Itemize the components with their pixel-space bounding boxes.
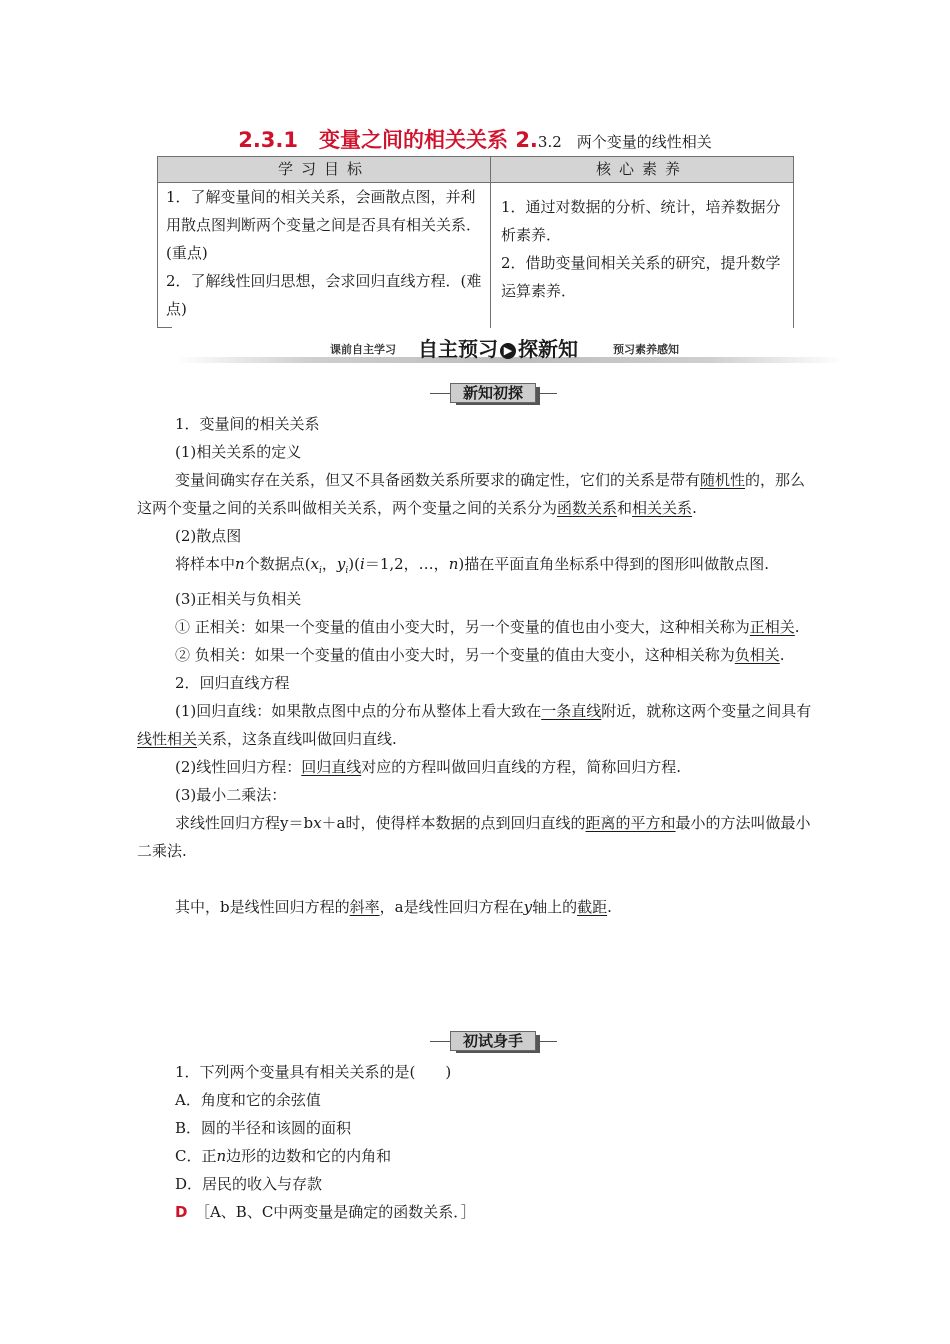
label-line-right xyxy=(537,1041,557,1042)
answer-blank: 回归直线 xyxy=(301,758,362,776)
core-literacy-cell xyxy=(490,183,794,328)
text: 关系，这条直线叫做回归直线. xyxy=(197,730,397,748)
text: 边形的边数和它的内角和 xyxy=(226,1147,392,1165)
answer-blank: 截距 xyxy=(577,898,608,916)
label-line-right xyxy=(537,393,557,394)
label-text: 新知初探 xyxy=(450,383,536,403)
section-label-try-it xyxy=(430,1031,557,1053)
text: (2)线性回归方程： xyxy=(175,758,302,776)
label-line-left xyxy=(430,393,450,394)
answer-blank: 距离的平方和 xyxy=(585,814,676,832)
label-line-left xyxy=(430,1041,450,1042)
objectives-header-learning-goals: 学习目标 xyxy=(157,156,491,183)
section-banner xyxy=(175,333,843,365)
heading-least-squares: (3)最小二乘法： xyxy=(175,786,287,804)
answer-blank: 斜率 xyxy=(349,898,380,916)
answer-blank: 线性相关 xyxy=(137,730,198,748)
paragraph-scatter xyxy=(137,550,815,585)
variable: y xyxy=(523,898,533,916)
text: 轴上的 xyxy=(532,898,578,916)
formula-gap xyxy=(137,865,815,893)
core-literacy-2: 2．借助变量间相关关系的研究，提升数学运算素养． xyxy=(501,254,781,300)
learning-goal-1: 1．了解变量间的相关关系，会画散点图，并利用散点图判断两个变量之间是否具有相关关系．(重点) xyxy=(166,188,482,262)
paragraph-definition xyxy=(137,466,815,522)
title-main: 2.3.1 变量之间的相关关系 2. xyxy=(238,128,538,152)
text: 个数据点( xyxy=(244,555,311,573)
title-sub: 3.2 两个变量的线性相关 xyxy=(537,133,712,151)
answer-blank: 相关关系 xyxy=(632,499,693,517)
text: ＋a时，使得样本数据的点到回归直线的 xyxy=(321,814,586,832)
banner-right-label: 预习素养感知 xyxy=(613,343,679,356)
variable: n xyxy=(216,1147,227,1165)
heading-1-2: (2)散点图 xyxy=(175,527,242,545)
text: )描在平面直角坐标系中得到的图形叫做散点图. xyxy=(458,555,769,573)
heading-2: 2．回归直线方程 xyxy=(175,674,290,692)
text: 的，那么这两个变量之间的关系叫做相关关系，两个变量之间的关系分为 xyxy=(137,471,806,517)
answer-blank: 一条直线 xyxy=(541,702,602,720)
heading-1-1: (1)相关关系的定义 xyxy=(175,443,302,461)
subscript: i xyxy=(345,566,349,576)
objectives-header-core-literacy: 核心素养 xyxy=(490,156,794,183)
quiz-option-c xyxy=(175,1142,815,1170)
answer-letter: D xyxy=(175,1203,188,1221)
variable: n xyxy=(448,555,459,573)
answer-blank: 随机性 xyxy=(700,471,746,489)
text: 对应的方程叫做回归直线的方程，简称回归方程. xyxy=(361,758,682,776)
quiz-block xyxy=(175,1058,815,1226)
banner-title-part1: 自主预习 xyxy=(418,337,498,361)
paragraph-positive xyxy=(137,613,815,641)
text: ，a是线性回归方程在 xyxy=(379,898,524,916)
text: . xyxy=(607,898,612,916)
learning-goal-2: 2．了解线性回归思想，会求回归直线方程．(难点) xyxy=(166,272,482,318)
answer-blank: 函数关系 xyxy=(557,499,618,517)
banner-left-label: 课前自主学习 xyxy=(330,343,396,356)
text: 将样本中 xyxy=(175,555,236,573)
subscript: i xyxy=(319,566,322,576)
quiz-option-d: D．居民的收入与存款 xyxy=(175,1175,323,1193)
paragraph-least-squares xyxy=(137,809,815,865)
core-literacy-1: 1．通过对数据的分析、统计，培养数据分析素养． xyxy=(501,198,781,244)
banner-title-part2: 探新知 xyxy=(518,337,578,361)
objectives-table xyxy=(157,156,794,328)
answer-blank: 正相关 xyxy=(749,618,795,636)
text: 和 xyxy=(617,499,633,517)
section-label-new-knowledge xyxy=(430,383,557,405)
lesson-title xyxy=(0,124,950,154)
text: C．正 xyxy=(175,1147,217,1165)
text: 附近，就称这两个变量之间具有 xyxy=(601,702,812,720)
variable: i xyxy=(360,555,365,573)
label-text: 初试身手 xyxy=(450,1031,536,1051)
quiz-option-a: A．角度和它的余弦值 xyxy=(175,1091,321,1109)
quiz-question-1: 1．下列两个变量具有相关关系的是( ) xyxy=(175,1063,452,1081)
quiz-answer xyxy=(175,1198,815,1226)
heading-1: 1．变量间的相关关系 xyxy=(175,415,320,433)
text: ， xyxy=(321,555,337,573)
text: . xyxy=(692,499,697,517)
quiz-option-b: B．圆的半径和该圆的面积 xyxy=(175,1119,352,1137)
banner-title xyxy=(418,333,578,362)
variable: x xyxy=(310,555,320,573)
text: ＝1,2，…， xyxy=(364,555,449,573)
text: 其中，b是线性回归方程的 xyxy=(175,898,350,916)
paragraph-regression-equation xyxy=(137,753,815,781)
text: ① 正相关：如果一个变量的值由小变大时，另一个变量的值也由小变大，这种相关称为 xyxy=(175,618,750,636)
variable: x xyxy=(313,814,322,832)
text: ② 负相关：如果一个变量的值由小变大时，另一个变量的值由大变小，这种相关称为 xyxy=(175,646,735,664)
variable: n xyxy=(235,555,245,573)
cell-divider xyxy=(158,327,172,328)
text: . xyxy=(779,646,785,664)
text: )( xyxy=(348,555,361,573)
paragraph-slope-intercept xyxy=(137,893,815,921)
paragraph-negative xyxy=(137,641,815,669)
variable: y xyxy=(336,555,346,573)
paragraph-regression-line xyxy=(137,697,815,753)
answer-blank: 负相关 xyxy=(734,646,780,664)
text: 求线性回归方程y＝b xyxy=(175,814,314,832)
content-body xyxy=(137,410,815,921)
answer-explanation: ［A、B、C中两变量是确定的函数关系．］ xyxy=(202,1203,476,1221)
learning-goals-cell xyxy=(157,183,487,328)
text: 最小的方法叫做最小二乘法. xyxy=(137,814,811,860)
heading-1-3: (3)正相关与负相关 xyxy=(175,590,302,608)
text: . xyxy=(794,618,800,636)
arrow-right-icon: ▶ xyxy=(500,343,516,359)
text: 变量间确实存在关系，但又不具备函数关系所要求的确定性，它们的关系是带有 xyxy=(175,471,701,489)
text: (1)回归直线：如果散点图中点的分布从整体上看大致在 xyxy=(175,702,542,720)
